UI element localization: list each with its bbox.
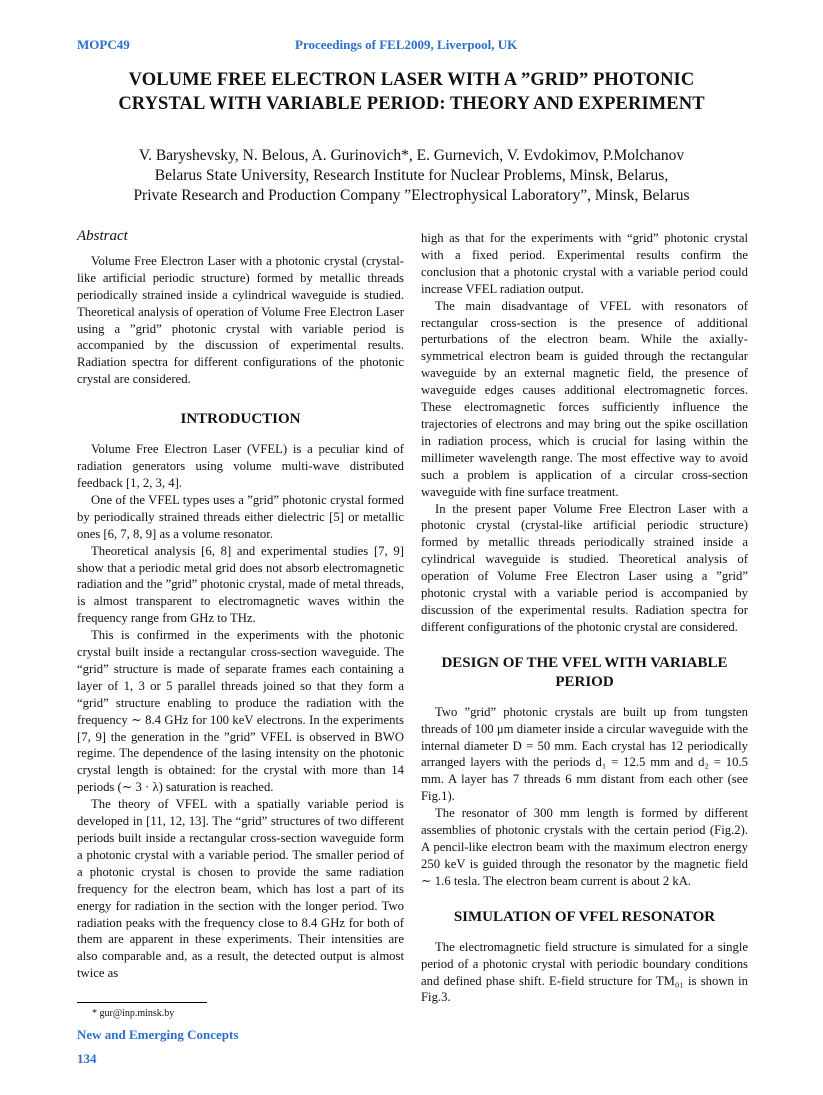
- paragraph-split: The theory of VFEL with a spatially variable period is developed in [11, 12, 13]. The “grid” structures of two different periods built inside a rectangular cross-section waveguide form a photonic crystal with a variable period. The smaller period of a photonic crystal is chosen to provide the same radiation frequency for the electron beam, which has lost a part of its energy for radiation in the section with the longer period. Two radiation peaks with the frequency close to 8.4 GHz for both of them are apparent in these experiments. Their intensities are also comparable and, as a result, the detected output is almost twice as: [77, 797, 404, 981]
- affiliation-line: Private Research and Production Company ”Electrophysical Laboratory”, Minsk, Belarus: [133, 187, 690, 204]
- left-column: [77, 228, 404, 982]
- author-names: V. Baryshevsky, N. Belous, A. Gurinovich*, E. Gurnevich, V. Evdokimov, P.Molchanov: [138, 147, 685, 164]
- affiliation-line: Belarus State University, Research Institute for Nuclear Problems, Minsk, Belarus,: [154, 167, 669, 184]
- section-heading-simulation: SIMULATION OF VFEL RESONATOR: [453, 908, 716, 925]
- paragraph: This is confirmed in the experiments with the photonic crystal built inside a rectangular cross-section waveguide. The “grid” structure is made of separate frames each containing a layer of 1, 3 or 5 parallel threads joined so that they form a “grid” structure enabling to produce the radiation with the frequency ∼ 8.4 GHz for 100 keV electrons. In the experiments [7, 9] the generation in the ”grid” VFEL is observed in BWO regime. The dependence of the lasing intensity on the photonic crystal length is obtained: for the crystal with more than 14 periods (∼ 3 · λ) saturation is reached.: [77, 628, 404, 795]
- footer-section-name: New and Emerging Concepts: [77, 1027, 239, 1042]
- title-line: VOLUME FREE ELECTRON LASER WITH A ”GRID” PHOTONIC: [128, 70, 695, 90]
- paragraph: One of the VFEL types uses a ”grid” photonic crystal formed by periodically strained threads either dielectric [5] or metallic ones [6, 7, 8, 9] as a volume resonator.: [77, 492, 404, 541]
- paragraph: Two ”grid” photonic crystals are built up from tungsten threads of 100 μm diameter inside a circular waveguide with the internal diameter D = 50 mm. Each crystal has 12 periodically arranged layers with the periods d₁ = 12.5 mm and d₂ = 10.5 mm. A layer has 7 threads 6 mm distant from each other (see Fig.1).: [421, 704, 748, 804]
- abstract-heading: Abstract: [77, 228, 128, 244]
- paragraph: In the present paper Volume Free Electron Laser with a photonic crystal (crystal-like artificial periodic structure) formed by metallic threads periodically strained inside a cylindrical waveguide is studied. Theoretical analysis of operation of Volume Free Electron Laser using a ”grid” photonic crystal with a variable period is accompanied by discussion of the experimental results. Radiation spectra for different configurations of the photonic crystal are considered.: [421, 501, 748, 634]
- running-header-venue: Proceedings of FEL2009, Liverpool, UK: [295, 37, 518, 52]
- section-heading-introduction: INTRODUCTION: [180, 411, 301, 428]
- paragraph: Volume Free Electron Laser (VFEL) is a peculiar kind of radiation generators using volume multi-wave distributed feedback [1, 2, 3, 4].: [77, 442, 404, 490]
- paragraph: The electromagnetic field structure is simulated for a single period of a photonic crystal with periodic boundary conditions and defined phase shift. E-field structure for TM₀₁ is shown in Fig.3.: [421, 939, 748, 1005]
- title-line: CRYSTAL WITH VARIABLE PERIOD: THEORY AND EXPERIMENT: [118, 94, 705, 114]
- paragraph: The resonator of 300 mm length is formed by different assemblies of photonic crystals with the certain period (Fig.2). A pencil-like electron beam with the maximum electron energy 250 keV is guided through the resonator by the magnetic field ∼ 1.6 tesla. The electron beam current is about 2 kA.: [421, 806, 748, 888]
- paragraph-continued: high as that for the experiments with “grid” photonic crystal with a fixed period. Experimental results confirm the conclusion that a photonic crystal with a variable period could increase VFEL radiation output.: [421, 231, 748, 296]
- footnote-email: * gur@inp.minsk.by: [92, 1008, 175, 1019]
- running-header-code: MOPC49: [77, 37, 130, 52]
- paper-title: [60, 68, 763, 116]
- abstract-text: Volume Free Electron Laser with a photonic crystal (crystal-like artificial periodic structure) formed by metallic threads periodically strained inside a cylindrical waveguide is studied. Theoretical analysis of operation of Volume Free Electron Laser using a ”grid” photonic crystal with variable period is accompanied by the discussion of experimental results. Radiation spectra for different configurations of the photonic crystal are considered.: [77, 253, 404, 387]
- section-heading-design: DESIGN OF THE VFEL WITH VARIABLE PERIOD: [441, 654, 728, 690]
- footnote-rule: [77, 1002, 207, 1003]
- right-column: [421, 230, 748, 1006]
- paragraph: Theoretical analysis [6, 8] and experimental studies [7, 9] show that a periodic metal grid does not absorb electromagnetic radiation and the ”grid” photonic crystal, made of metal threads, is almost transparent to electromagnetic waves within the frequency range from GHz to THz.: [77, 543, 404, 626]
- author-block: [60, 146, 763, 206]
- page-number: 134: [77, 1051, 97, 1066]
- paragraph: The main disadvantage of VFEL with resonators of rectangular cross-section is the presence of additional perturbations of the electron beam. While the axially-symmetrical electron beam is guided through the rectangular waveguide by an external magnetic field, the presence of waveguide edges causes additional electromagnetic forces. These electromagnetic forces sufficiently influence the trajectories of electrons and may bring out the spike oscillation in radiation process, which is crucial for lasing within the millimeter wavelength range. The most effective way to avoid such a problem is application of a circular cross-section waveguide with fine surface treatment.: [421, 298, 748, 499]
